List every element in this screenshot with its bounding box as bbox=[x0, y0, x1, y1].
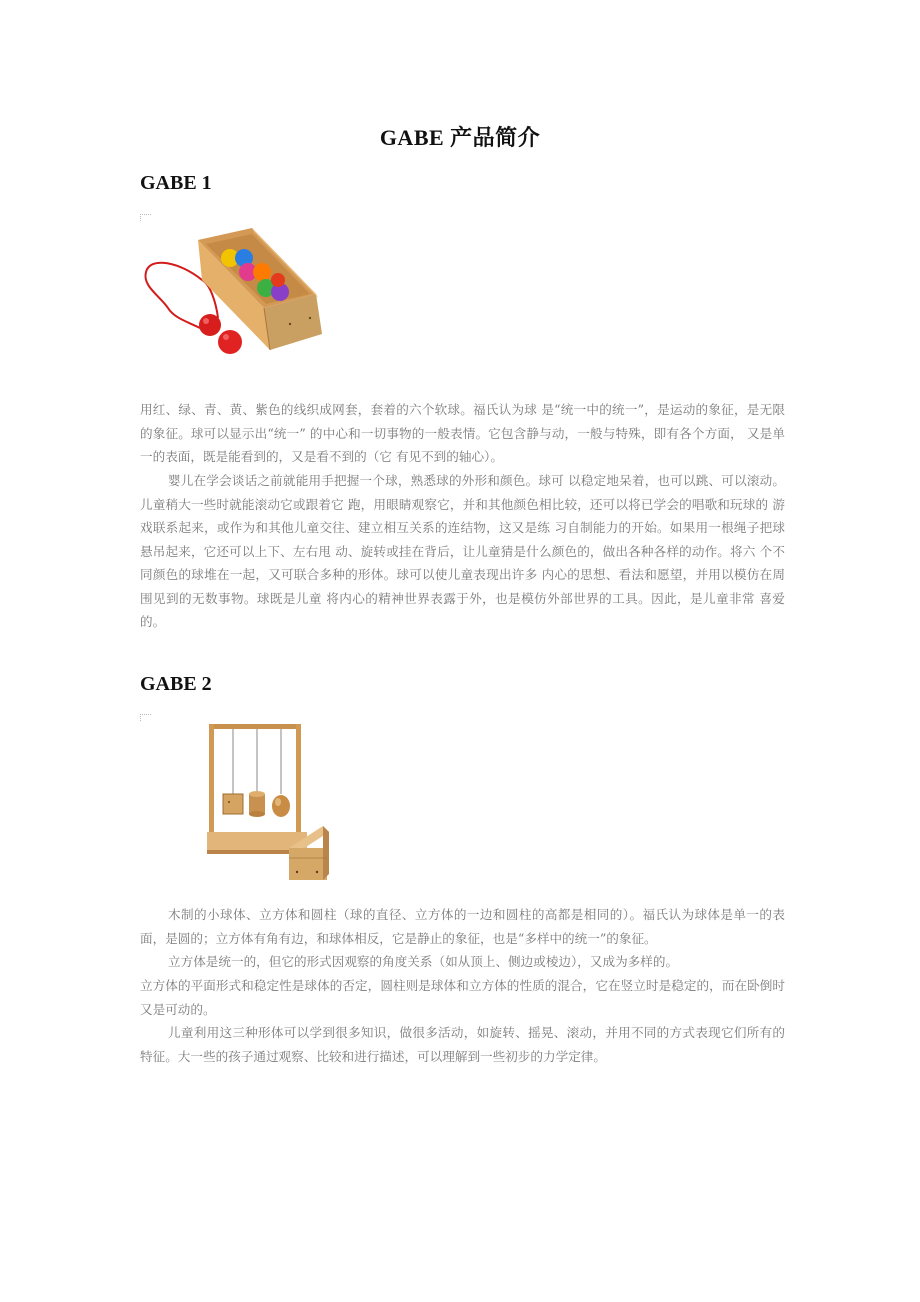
gabe-2-paragraph-2: 立方体是统一的，但它的形式因观察的角度关系（如从顶上、侧边或棱边），又成为多样的。 bbox=[168, 954, 679, 969]
section-heading-gabe-2: GABE 2 bbox=[140, 673, 212, 695]
gabe-2-paragraph-4: 儿童利用这三种形体可以学到很多知识，做很多活动，如旋转、摇晃、滚动，并用不同的方式表现它们所有的特征。大一些的孩子通过观察、比较和进行描述，可以理解到一些初步的力学定律。 bbox=[140, 1025, 785, 1064]
wooden-frame-with-hanging-shapes-icon bbox=[205, 722, 330, 884]
image-anchor-mark bbox=[140, 714, 151, 721]
gabe-2-paragraph-1: 木制的小球体、立方体和圆柱（球的直径、立方体的一边和圆柱的高都是相同的）。福氏认为球体是单一的表面，是圆的；立方体有角有边，和球体相反，它是静止的象征，也是“多样中的统一”的象征。 bbox=[140, 907, 785, 946]
box-of-yarn-balls-icon bbox=[140, 222, 350, 362]
gabe-1-paragraph-1: 用红、绿、青、黄、紫色的线织成网套，套着的六个软球。福氏认为球 是“统一中的统一”，是运动的象征，是无限的象征。球可以显示出“统一” 的中心和一切事物的一般表情。它包含静与动，一般与特殊，即有各个方面， 又是单一的表面，既是能看到的，又是看不到的（它 有见不到的轴心）。 bbox=[140, 402, 785, 464]
page-title: GABE 产品简介 bbox=[379, 125, 541, 150]
section-heading-gabe-1: GABE 1 bbox=[140, 172, 212, 194]
image-anchor-mark bbox=[140, 214, 151, 221]
gabe-1-paragraph-2: 婴儿在学会谈话之前就能用手把握一个球，熟悉球的外形和颜色。球可 以稳定地呆着，也可以跳、可以滚动。儿童稍大一些时就能滚动它或跟着它 跑，用眼睛观察它，并和其他颜色相比较，还可以将已学会的唱歌和玩球的 游戏联系起来，或作为和其他儿童交往、建立相互关系的连结物，这又是练 习自制能力的开始。如果用一根绳子把球悬吊起来，它还可以上下、左右甩 动、旋转或挂在背后，让儿童猜是什么颜色的，做出各种各样的动作。将六 个不同颜色的球堆在一起，又可联合多种的形体。球可以使儿童表现出许多 内心的思想、看法和愿望，并用以模仿在周围见到的无数事物。球既是儿童 将内心的精神世界表露于外，也是模仿外部世界的工具。因此，是儿童非常 喜爱的。 bbox=[140, 473, 785, 629]
gabe-2-paragraph-3: 立方体的平面形式和稳定性是球体的否定，圆柱则是球体和立方体的性质的混合，它在竖立时是稳定的，而在卧倒时又是可动的。 bbox=[140, 978, 785, 1017]
